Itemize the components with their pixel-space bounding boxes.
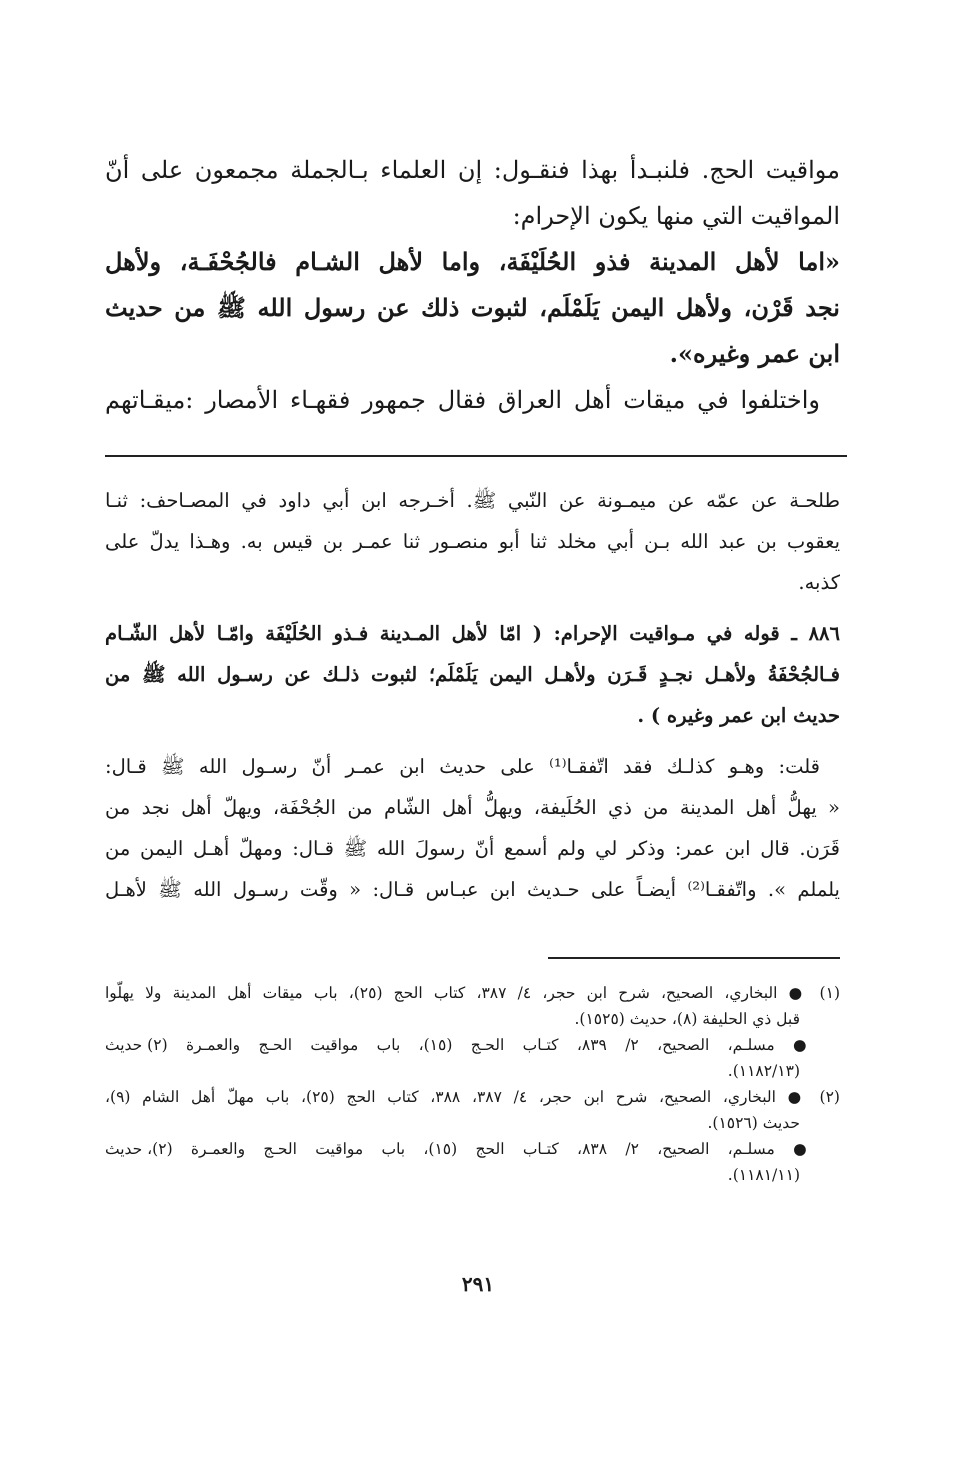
footnote-line: (١) ● البخاري، الصحيح، شرح ابن حجر، ٤/ ٣٨٧، كتاب الحج (٢٥)، باب ميقات أهل المدينة ولا يهلّوا xyxy=(105,984,840,1002)
commentary-line: قَرَن. قال ابن عمر: وذكر لي ولم أسمع أنّ رسولَ الله ﷺ قـال: ومهلّ أهـل اليمن من xyxy=(105,837,840,860)
commentary-line: طلحـة عن عمّه عن ميمـونة عن النّبي ﷺ. أخـرجه ابن أبي داود في المصـاحف: ثنـا xyxy=(105,489,840,512)
commentary-heading-line: ٨٨٦ ـ قوله في مـواقيت الإحرام: ( امّا لأهل المـدينة فـذو الحُلَيْفَة وامّـا لأهل الشّـام xyxy=(105,622,840,645)
paragraph-gap xyxy=(105,736,840,746)
footnote-rule xyxy=(548,957,840,959)
footnotes xyxy=(105,980,840,1188)
main-text xyxy=(105,147,840,423)
page-number: ٢٩١ xyxy=(461,1272,495,1296)
footnote-line: ● مسلـم، الصحيح، ٢/ ٨٣٨، كتـاب الحج (١٥)، باب مواقيت الحـج والعمـرة (٢)، حديث xyxy=(105,1140,820,1158)
commentary-line: قلت: وهـو كذلـك فقد اتّفقـا⁽¹⁾ على حديث ابن عمـر أنّ رسـول الله ﷺ قـال: xyxy=(105,755,821,778)
separator-rule xyxy=(105,455,847,457)
commentary-line: يعقوب بن عبد الله بـن أبي مخلد ثنا أبو منصـور ثنا عمـر بن قيس به. وهـذا يدلّ على xyxy=(105,530,840,553)
quoted-text-line: «اما لأهل المدينة فذو الحُلَيْفَة، واما لأهل الشـام فالجُحْفَـة، ولأهل xyxy=(105,247,840,276)
footnote-line: حديث (١٥٢٦). xyxy=(707,1114,800,1132)
main-line: المواقيت التي منها يكون الإحرام: xyxy=(512,202,840,230)
quoted-text-line: نجد قَرْن، ولأهل اليمن يَلَمْلَم، لثبوت ذلك عن رسول الله ﷺ من حديث xyxy=(105,293,840,322)
footnote-line: قبل ذي الحليفة (٨)، حديث (١٥٢٥). xyxy=(574,1010,800,1028)
footnote-line: (٢) ● البخاري، الصحيح، شرح ابن حجر، ٤/ ٣٨٧، ٣٨٨، كتاب الحج (٢٥)، باب مهلّ أهل الشام (٩)، xyxy=(105,1088,840,1106)
commentary-heading-line: فـالجُحْفَةُ ولأهـل نجـدٍ قَـرَن ولأهـل اليمن يَلَمْلَم؛ لثبوت ذلـك عن رسـول الله ﷺ من xyxy=(105,663,840,686)
commentary-line: يلملم ». واتّفقـا⁽²⁾ أيضـاً على حـديث ابن عبـاس قـال: « وقّت رسـول الله ﷺ لأهـل xyxy=(105,878,840,901)
commentary-line: كذبه. xyxy=(798,571,840,594)
main-line: مواقيت الحج. فلنبـدأ بهذا فنقـول: إن العلماء بـالجملة مجمعون على أنّ xyxy=(105,156,840,184)
quoted-text-line: ابن عمر وغيره». xyxy=(669,339,840,368)
footnote-line: (١١٨٢/١٣). xyxy=(727,1062,800,1080)
footnote-line: (١١٨١/١١). xyxy=(727,1166,800,1184)
main-line: واختلفوا في ميقات أهل العراق فقال جمهور فقهـاء الأمصار :ميقـاتهم xyxy=(105,386,820,414)
commentary-line: « يهلُّ أهل المدينة من ذي الحُلَيفة، ويهلُّ أهل الشّام من الجُحْفَة، ويهلّ أهل نجد من xyxy=(105,796,840,819)
paragraph-gap xyxy=(105,603,840,613)
commentary-text xyxy=(105,480,840,910)
footnote-line: ● مسلـم، الصحيح، ٢/ ٨٣٩، كتـاب الحـج (١٥)، باب مواقيت الحـج والعمـرة (٢) حديث xyxy=(105,1036,820,1054)
commentary-heading-line: حديث ابن عمر وغيره ) . xyxy=(637,704,840,727)
